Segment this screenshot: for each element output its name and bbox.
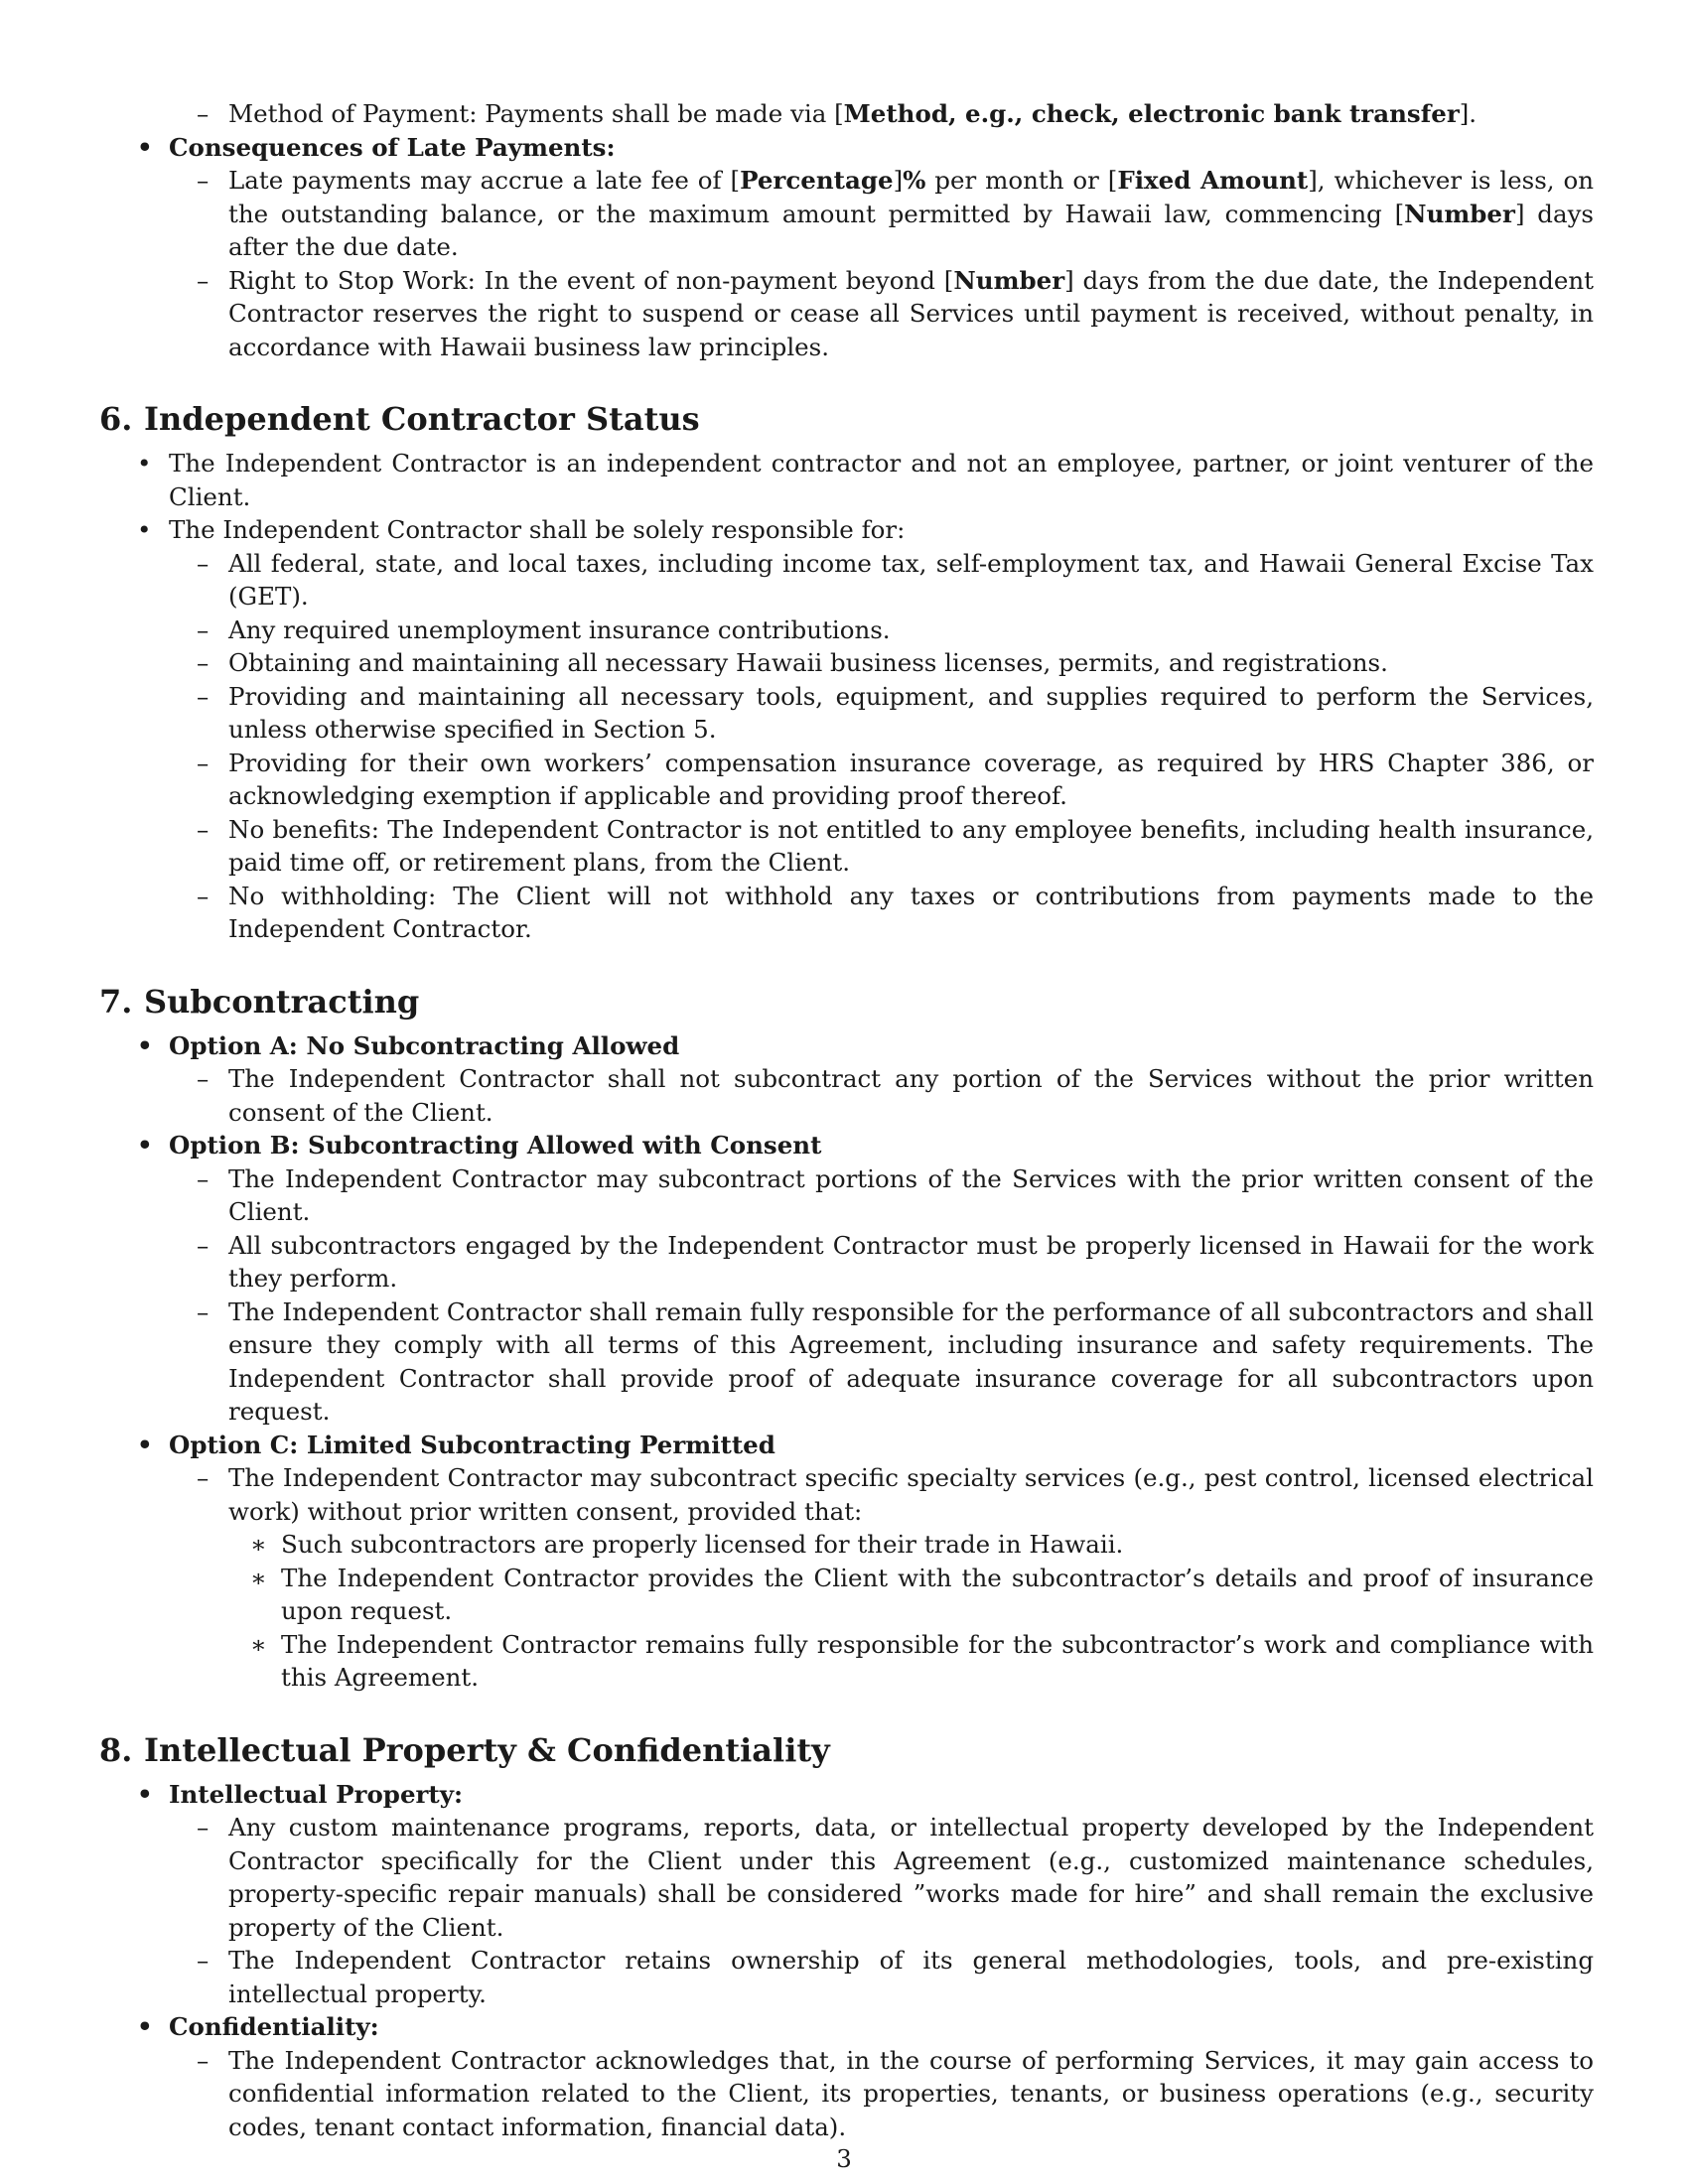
- dash-marker: –: [197, 1297, 210, 1326]
- dash-marker: –: [197, 748, 210, 777]
- section-number: 7.: [99, 982, 133, 1021]
- dash-marker: –: [197, 1230, 210, 1260]
- section-number: 8.: [99, 1730, 133, 1769]
- payment-method-item: [99, 97, 1594, 131]
- section-title: Subcontracting: [144, 982, 420, 1021]
- subsection-title: Intellectual Property:: [169, 1779, 464, 1809]
- list-subitem: [99, 1229, 1594, 1296]
- list-subitem-text: The Independent Contractor may subcontract portions of the Services with the prior written consent of the Client.: [228, 1163, 1594, 1226]
- dash-marker: –: [197, 1946, 210, 1975]
- list-subitem-text: The Independent Contractor acknowledges that, in the course of performing Services, it may gain access to confidential information related to the Client, its properties, tenants, or business operations (e.g., security codes, tenant contact information, financial data).: [228, 2045, 1594, 2141]
- list-subitem-text: No withholding: The Client will not withhold any taxes or contributions from payments made to the Independent Contractor.: [228, 881, 1594, 943]
- bullet-marker: •: [137, 2012, 153, 2041]
- list-subsubitem-text: Such subcontractors are properly licensed for their trade in Hawaii.: [281, 1530, 1124, 1559]
- star-marker: ∗: [250, 1530, 267, 1559]
- list-subitem-text: All subcontractors engaged by the Independent Contractor must be properly licensed in Hawaii for the work they perform.: [228, 1230, 1594, 1293]
- stop-work-item: [99, 264, 1594, 364]
- payment-method-text-end: ].: [1459, 99, 1477, 128]
- dash-marker: –: [197, 265, 210, 295]
- percent-sign: %: [903, 166, 926, 195]
- confidentiality-bullet: [99, 2010, 1594, 2044]
- section-7-heading: [99, 982, 1594, 1022]
- list-subitem-text: Providing for their own workers’ compensation insurance coverage, as required by HRS Chapter 386, or acknowledging exemption if applicable and providing proof thereof.: [228, 748, 1594, 810]
- bullet-marker: •: [137, 515, 152, 544]
- bullet-marker: •: [137, 1030, 153, 1060]
- dash-marker: –: [197, 681, 210, 711]
- stop-work-text: ] days from the due date, the Independent Contractor reserves the right to suspend or cease all Services until payment is received, without penalty, in accordance with Hawaii business law principles.: [228, 265, 1594, 361]
- dash-marker: –: [197, 881, 210, 910]
- list-subitem: [99, 1162, 1594, 1229]
- list-subitem: [99, 646, 1594, 680]
- fixed-amount-placeholder: Fixed Amount: [1117, 166, 1309, 195]
- list-subitem-text: No benefits: The Independent Contractor is not entitled to any employee benefits, including health insurance, paid time off, or retirement plans, from the Client.: [228, 814, 1594, 877]
- list-subitem-text: The Independent Contractor shall remain fully responsible for the performance of all subcontractors and shall ensure they comply with all terms of this Agreement, including insurance and safety requirements. The Independent Contractor shall provide proof of adequate insurance coverage for all subcontractors upon request.: [228, 1297, 1594, 1426]
- section-title: Independent Contractor Status: [144, 400, 700, 438]
- section-number: 6.: [99, 400, 133, 438]
- bullet-marker: •: [137, 1779, 153, 1809]
- dash-marker: –: [197, 1813, 210, 1842]
- late-payments-bullet: [99, 131, 1594, 165]
- list-item: [99, 513, 1594, 547]
- section-title: Intellectual Property & Confidentiality: [144, 1730, 830, 1769]
- bullet-marker: •: [137, 1131, 153, 1160]
- page-number: 3: [836, 2144, 852, 2173]
- star-marker: ∗: [250, 1563, 267, 1592]
- late-fee-text: ], whichever is less, on the outstanding balance, or the maximum amount permitted by Hawaii law, commencing [: [228, 166, 1595, 228]
- list-item-text: The Independent Contractor is an independent contractor and not an employee, partner, or joint venturer of the Client.: [169, 449, 1594, 511]
- list-subitem-text: The Independent Contractor may subcontract specific specialty services (e.g., pest control, licensed electrical work) without prior written consent, provided that:: [228, 1463, 1594, 1526]
- list-subitem: [99, 1811, 1594, 1944]
- stop-work-text: Right to Stop Work: In the event of non-payment beyond [: [228, 265, 954, 295]
- star-marker: ∗: [250, 1629, 267, 1659]
- subsection-title: Confidentiality:: [169, 2012, 379, 2041]
- option-title: Option C: Limited Subcontracting Permitted: [169, 1430, 775, 1459]
- section-6-heading: [99, 399, 1594, 439]
- dash-marker: –: [197, 1463, 210, 1492]
- option-c-bullet: [99, 1429, 1594, 1462]
- list-subsubitem: [99, 1562, 1594, 1628]
- list-subitem-text: Any custom maintenance programs, reports, data, or intellectual property developed by the Independent Contractor specifically for the Client under this Agreement (e.g., customized maintenance schedules, property-specific repair manuals) shall be considered ”works made for hire” and shall remain the exclusive property of the Client.: [228, 1813, 1594, 1942]
- list-subitem-text: The Independent Contractor retains ownership of its general methodologies, tools, and pre-existing intellectual property.: [228, 1946, 1594, 2008]
- payment-method-placeholder: Method, e.g., check, electronic bank transfer: [843, 99, 1460, 128]
- late-fee-item: [99, 164, 1594, 264]
- list-subitem: [99, 2044, 1594, 2144]
- dash-marker: –: [197, 614, 210, 644]
- list-subitem: [99, 1062, 1594, 1129]
- number-placeholder: Number: [953, 265, 1065, 295]
- list-item-text: The Independent Contractor shall be solely responsible for:: [169, 515, 906, 544]
- late-fee-text: Late payments may accrue a late fee of [: [228, 166, 741, 195]
- late-fee-text: per month or [: [925, 166, 1118, 195]
- list-subitem: [99, 614, 1594, 647]
- list-subitem-text: Any required unemployment insurance contributions.: [228, 614, 891, 644]
- dash-marker: –: [197, 99, 210, 128]
- list-subitem: [99, 747, 1594, 813]
- list-subitem: [99, 880, 1594, 946]
- late-payments-title: Consequences of Late Payments:: [169, 132, 616, 162]
- list-subitem: [99, 680, 1594, 747]
- bullet-marker: •: [137, 132, 153, 162]
- dash-marker: –: [197, 548, 210, 578]
- list-subitem-text: Providing and maintaining all necessary tools, equipment, and supplies required to perform the Services, unless otherwise specified in Section 5.: [228, 681, 1594, 744]
- list-subsubitem: [99, 1628, 1594, 1695]
- dash-marker: –: [197, 2045, 210, 2075]
- option-title: Option A: No Subcontracting Allowed: [169, 1030, 680, 1060]
- list-item: [99, 447, 1594, 513]
- dash-marker: –: [197, 648, 210, 677]
- late-fee-text: ] days after the due date.: [228, 199, 1594, 261]
- dash-marker: –: [197, 1064, 210, 1093]
- list-subsubitem-text: The Independent Contractor remains fully responsible for the subcontractor’s work and compliance with this Agreement.: [281, 1629, 1594, 1692]
- bullet-marker: •: [137, 1430, 153, 1459]
- list-subitem: [99, 1461, 1594, 1528]
- list-subitem: [99, 813, 1594, 880]
- option-b-bullet: [99, 1129, 1594, 1162]
- list-subsubitem-text: The Independent Contractor provides the Client with the subcontractor’s details and proof of insurance upon request.: [281, 1563, 1594, 1625]
- percentage-placeholder: Percentage: [740, 166, 894, 195]
- bullet-marker: •: [137, 449, 152, 478]
- number-placeholder: Number: [1404, 199, 1515, 228]
- list-subitem-text: All federal, state, and local taxes, including income tax, self-employment tax, and Hawaii General Excise Tax (GET).: [228, 548, 1594, 611]
- list-subitem: [99, 547, 1594, 614]
- option-title: Option B: Subcontracting Allowed with Consent: [169, 1131, 822, 1160]
- dash-marker: –: [197, 166, 210, 195]
- list-subitem-text: Obtaining and maintaining all necessary Hawaii business licenses, permits, and registrations.: [228, 648, 1388, 677]
- option-a-bullet: [99, 1029, 1594, 1063]
- list-subitem-text: The Independent Contractor shall not subcontract any portion of the Services without the prior written consent of the Client.: [228, 1064, 1594, 1127]
- list-subsubitem: [99, 1528, 1594, 1562]
- list-subitem: [99, 1944, 1594, 2010]
- late-fee-text: ]: [893, 166, 904, 195]
- dash-marker: –: [197, 814, 210, 844]
- section-8-heading: [99, 1730, 1594, 1770]
- intellectual-property-bullet: [99, 1778, 1594, 1812]
- page-content: [99, 97, 1594, 2143]
- list-subitem: [99, 1296, 1594, 1429]
- payment-method-text: Method of Payment: Payments shall be made via [: [228, 99, 844, 128]
- dash-marker: –: [197, 1163, 210, 1193]
